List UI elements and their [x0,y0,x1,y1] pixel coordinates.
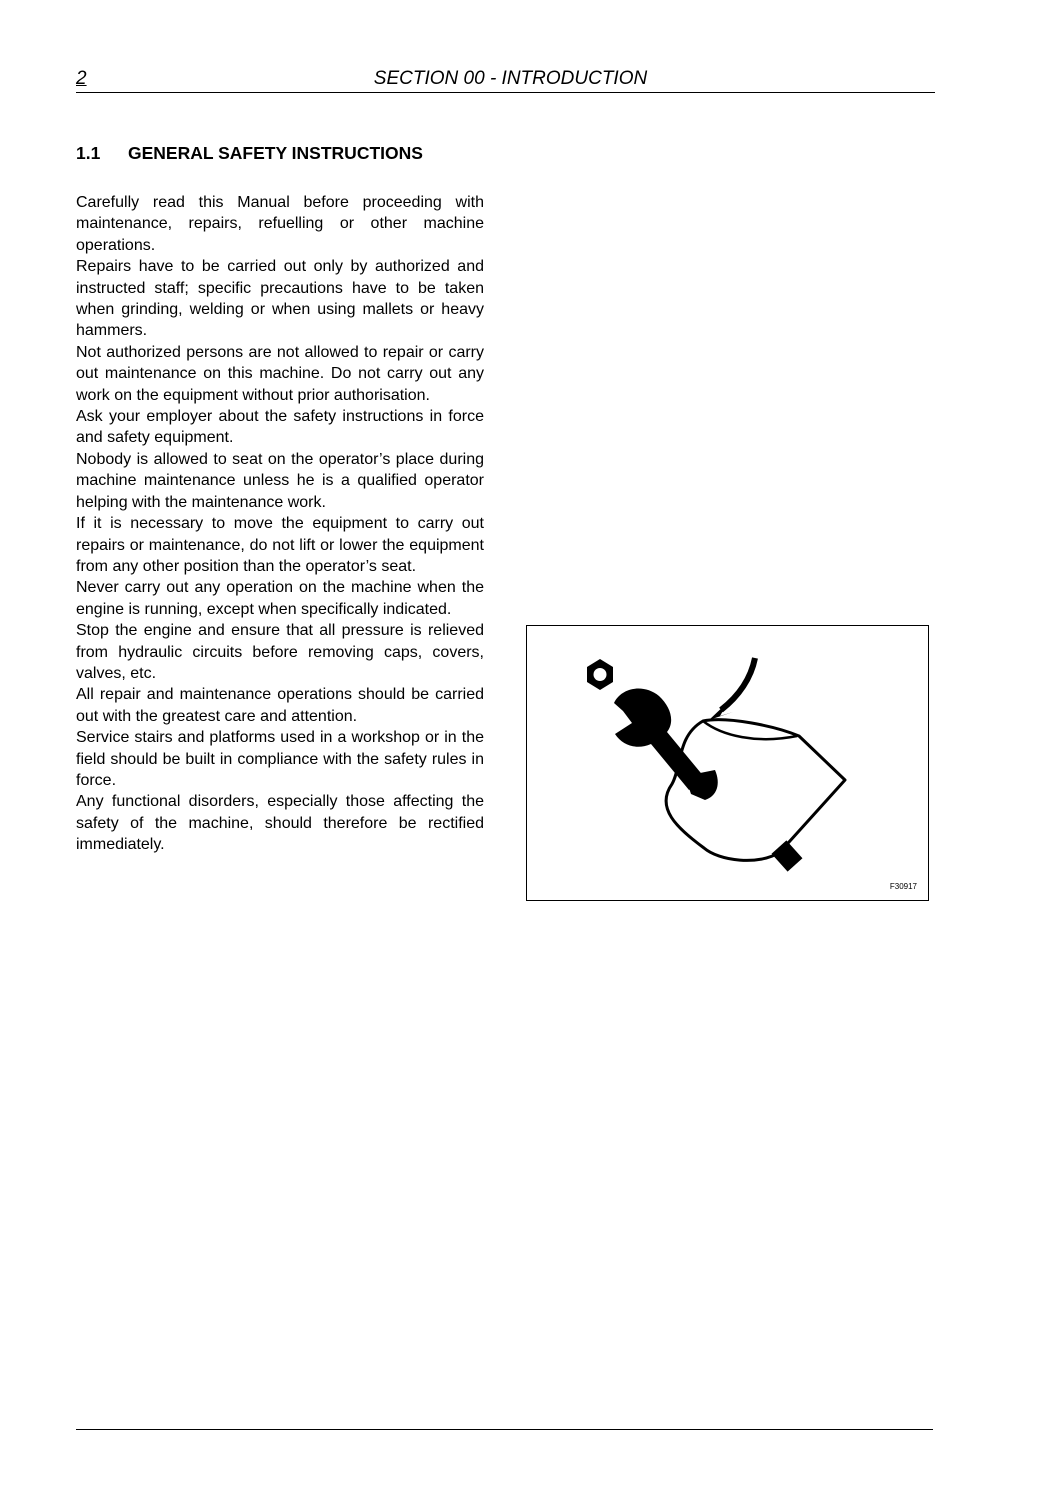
arrow-icon [709,658,755,720]
section-heading-title: GENERAL SAFETY INSTRUCTIONS [128,143,423,163]
footer-rule [76,1429,933,1430]
paragraph: Ask your employer about the safety instructions in force and safety equipment. [76,408,484,447]
paragraph: Any functional disorders, especially those affecting the safety of the machine, should therefore be rectified immediately. [76,793,484,854]
paragraph: Nobody is allowed to seat on the operator’s place during machine maintenance unless he is a qualified operator helping with the maintenance work. [76,450,484,511]
paragraph: All repair and maintenance operations should be carried out with the greatest care and attention. [76,686,484,725]
paragraph: Service stairs and platforms used in a workshop or in the field should be built in compliance with the safety rules in force. [76,729,484,789]
paragraph: If it is necessary to move the equipment to carry out repairs or maintenance, do not lift or lower the equipment from any other position than the operator’s seat. [76,515,484,575]
paragraph: Stop the engine and ensure that all pressure is relieved from hydraulic circuits before removing caps, covers, valves, etc. [76,622,484,682]
nut-icon [587,659,613,690]
body-text [76,192,484,856]
maintenance-illustration [527,626,927,899]
hand-icon [666,720,845,872]
page-header [76,66,935,93]
paragraph: Carefully read this Manual before proceeding with maintenance, repairs, refuelling or other machine operations. [76,194,484,254]
paragraph: Repairs have to be carried out only by authorized and instructed staff; specific precautions have to be taken when grinding, welding or when using mallets or heavy hammers. [76,258,484,340]
page-number: 2 [76,68,87,89]
safety-figure [526,625,929,901]
paragraph: Not authorized persons are not allowed to repair or carry out maintenance on this machine. Do not carry out any work on the equipment without prior authorisation. [76,343,484,404]
section-heading [76,142,423,164]
figure-code: F30917 [889,882,917,891]
paragraph: Never carry out any operation on the machine when the engine is running, except when specifically indicated. [76,579,484,618]
section-number: 1.1 [76,143,101,163]
section-title: SECTION 00 - INTRODUCTION [373,68,648,89]
